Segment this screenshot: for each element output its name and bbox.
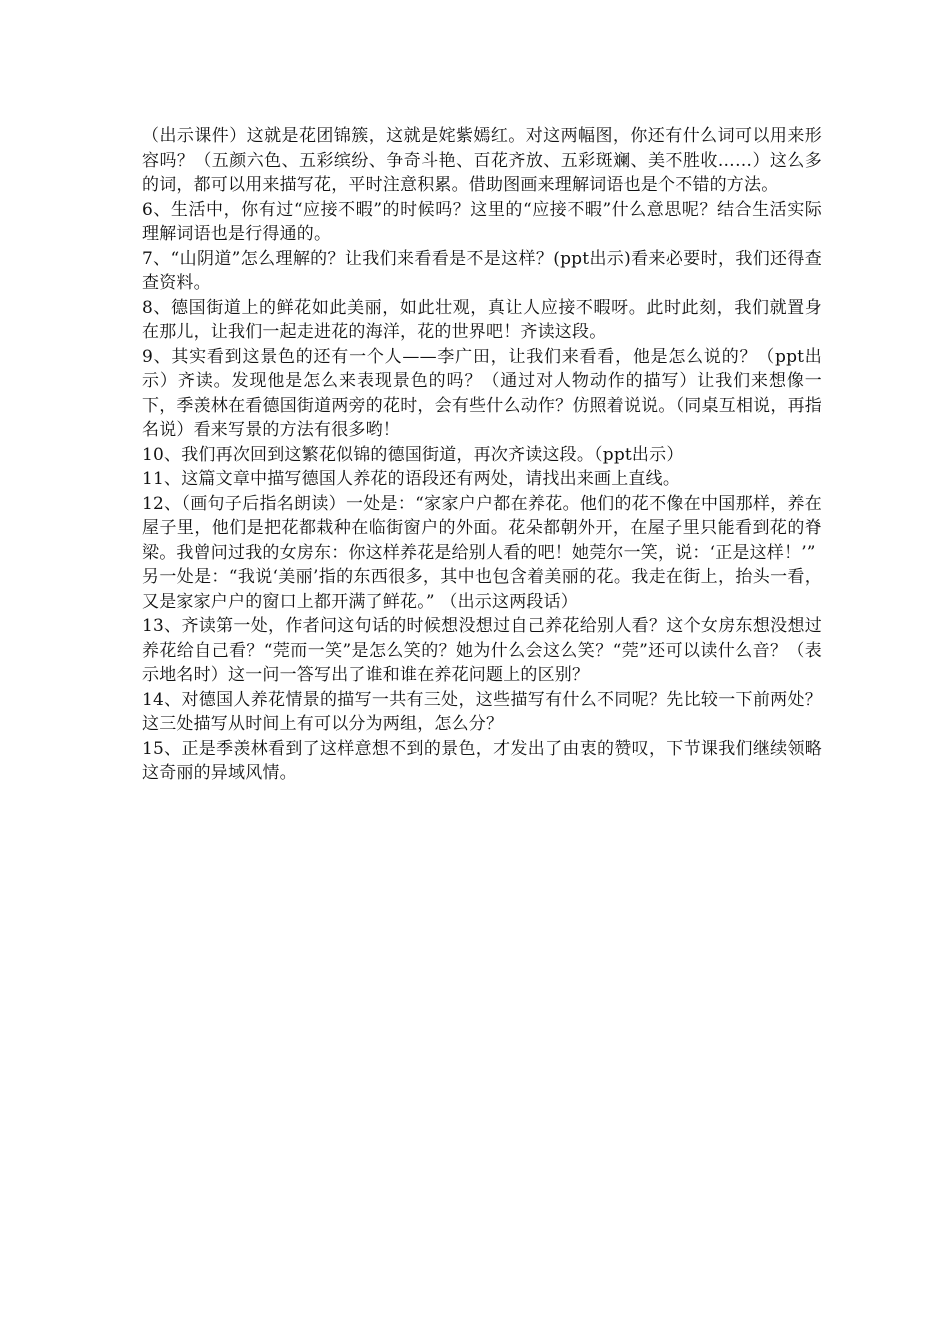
paragraph-7: 7、“山阴道”怎么理解的？让我们来看看是不是这样？(ppt出示)看来必要时，我们还得查查资料。 <box>142 248 822 293</box>
paragraph-9: 9、其实看到这景色的还有一个人——李广田，让我们来看看，他是怎么说的？（ppt出示）齐读。发现他是怎么来表现景色的吗？（通过对人物动作的描写）让我们来想像一下，季羡林在看德国街道两旁的花时，会有些什么动作？仿照着说说。（同桌互相说，再指名说）看来写景的方法有很多哟！ <box>142 346 822 440</box>
paragraph-13: 13、齐读第一处，作者问这句话的时候想没想过自己养花给别人看？这个女房东想没想过养花给自己看？“莞而一笑”是怎么笑的？她为什么会这么笑？“莞”还可以读什么音？（表示地名时）这一问一答写出了谁和谁在养花问题上的区别？ <box>142 616 822 685</box>
paragraph-15: 15、正是季羡林看到了这样意想不到的景色，才发出了由衷的赞叹，下节课我们继续领略这奇丽的异域风情。 <box>142 738 822 783</box>
paragraph-intro: （出示课件）这就是花团锦簇，这就是姹紫嫣红。对这两幅图，你还有什么词可以用来形容吗？（五颜六色、五彩缤纷、争奇斗艳、百花齐放、五彩斑斓、美不胜收……）这么多的词，都可以用来描写花，平时注意积累。借助图画来理解词语也是个不错的方法。 <box>142 126 822 195</box>
paragraph-12-second: 另一处是：“我说‘美丽’指的东西很多，其中也包含着美丽的花。我走在街上，抬头一看，又是家家户户的窗口上都开满了鲜花。” （出示这两段话） <box>142 567 822 612</box>
document-body <box>142 124 822 786</box>
paragraph-10: 10、我们再次回到这繁花似锦的德国街道，再次齐读这段。（ppt出示） <box>142 444 684 465</box>
paragraph-14: 14、对德国人养花情景的描写一共有三处，这些描写有什么不同呢？先比较一下前两处？这三处描写从时间上有可以分为两组，怎么分？ <box>142 689 822 734</box>
paragraph-12: 12、（画句子后指名朗读）一处是：“家家户户都在养花。他们的花不像在中国那样，养在屋子里，他们是把花都栽种在临街窗户的外面。花朵都朝外开，在屋子里只能看到花的脊梁。我曾问过我的女房东：你这样养花是给别人看的吧！她莞尔一笑，说：‘正是这样！’” <box>142 493 822 563</box>
paragraph-6: 6、生活中，你有过“应接不暇”的时候吗？这里的“应接不暇”什么意思呢？结合生活实际理解词语也是行得通的。 <box>142 199 822 244</box>
paragraph-11: 11、这篇文章中描写德国人养花的语段还有两处，请找出来画上直线。 <box>142 469 681 489</box>
paragraph-8: 8、德国街道上的鲜花如此美丽，如此壮观，真让人应接不暇呀。此时此刻，我们就置身在那儿，让我们一起走进花的海洋，花的世界吧！齐读这段。 <box>142 297 822 342</box>
